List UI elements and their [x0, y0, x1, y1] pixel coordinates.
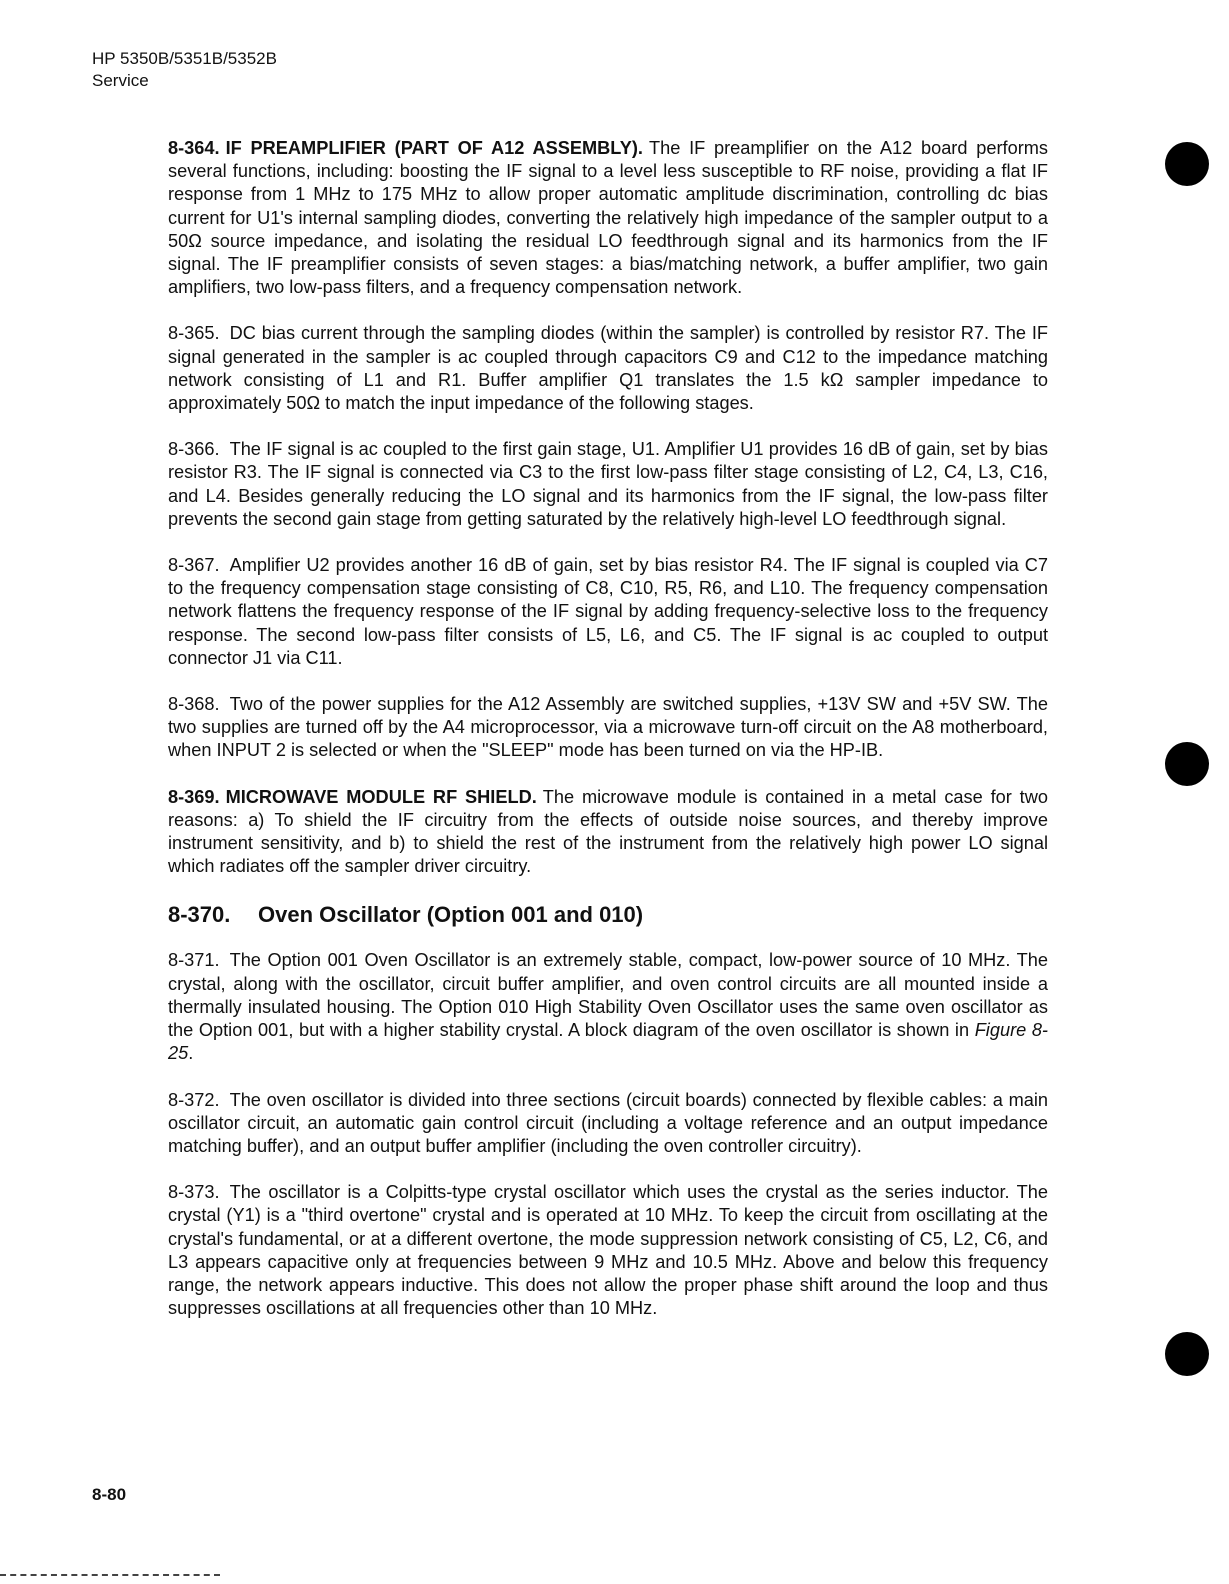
paragraph-text: Amplifier U2 provides another 16 dB of gain, set by bias resistor R4. The IF signal is coupled via C7 to the frequency compensation stage consisting of C8, C10, R5, R6, and L10. The frequency compensation network flattens the frequency response of the IF signal by adding frequency-selective loss to the frequency response. The second low-pass filter consists of L5, L6, and C5. The IF signal is ac coupled to output connector J1 via C11.	[168, 555, 1048, 668]
paragraph-text: The Option 001 Oven Oscillator is an extremely stable, compact, low-power source of 10 MHz. The crystal, along with the oscillator, circuit buffer amplifier, and oven control circuits are all mounted inside a thermally insulated housing. The Option 010 High Stability Oven Oscillator uses the same oven oscillator as the Option 001, but with a higher stability crystal. A block diagram of the oven oscillator is shown in	[168, 950, 1048, 1041]
paragraph-8-364	[168, 137, 1048, 299]
paragraph-number: 8-364.	[168, 138, 220, 158]
paragraph-text: The oven oscillator is divided into three sections (circuit boards) connected by flexible cables: a main oscillator circuit, an automatic gain control circuit (including a voltage reference and an output impedance matching buffer), and an output buffer amplifier (including the oven controller circuitry).	[168, 1089, 1048, 1156]
paragraph-8-373	[168, 1181, 1048, 1320]
model-title: HP 5350B/5351B/5352B	[92, 49, 277, 68]
paragraph-8-365	[168, 322, 1048, 415]
figure-reference-link[interactable]: Figure 8-25	[168, 1020, 1048, 1064]
page-header	[92, 48, 277, 92]
scan-edge-divider	[0, 1574, 220, 1578]
paragraph-8-372	[168, 1089, 1048, 1159]
section-label: Service	[92, 71, 149, 90]
paragraph-number: 8-368.	[168, 694, 220, 715]
paragraph-text: Two of the power supplies for the A12 Assembly are switched supplies, +13V SW and +5V SW. The two supplies are turned off by the A4 microprocessor, via a microwave turn-off circuit on the A8 motherboard, when INPUT 2 is selected or when the "SLEEP" mode has been turned on via the HP-IB.	[168, 694, 1048, 761]
paragraph-text: The microwave module is contained in a metal case for two reasons: a) To shield the IF circuitry from the effects of outside noise sources, and thereby improve instrument sensitivity, and b) to shield the rest of the instrument from the relatively high power LO signal which radiates off the sampler driver circuitry.	[168, 786, 1048, 877]
binder-hole-icon	[1165, 742, 1209, 786]
paragraph-number: 8-367.	[168, 555, 220, 576]
paragraph-number: 8-371.	[168, 950, 220, 971]
section-title: Oven Oscillator (Option 001 and 010)	[258, 902, 644, 928]
paragraph-lead: IF PREAMPLIFIER (PART OF A12 ASSEMBLY).	[225, 138, 643, 158]
paragraph-text: The IF preamplifier on the A12 board performs several functions, including: boosting the IF signal to a level less susceptible to RF noise, providing a flat IF response from 1 MHz to 175 MHz to allow proper automatic amplitude discrimination, controlling dc bias current for U1's internal sampling diodes, converting the relatively high impedance of the sampler output to a 50Ω source impedance, and isolating the residual LO feedthrough signal and its harmonics from the IF signal. The IF preamplifier consists of seven stages: a bias/matching network, a buffer amplifier, two gain amplifiers, two low-pass filters, and a frequency compensation network.	[168, 138, 1049, 298]
page-body	[168, 137, 1048, 1343]
paragraph-8-369	[168, 786, 1048, 879]
paragraph-text: The oscillator is a Colpitts-type crystal oscillator which uses the crystal as the series inductor. The crystal (Y1) is a "third overtone" crystal and is operated at 10 MHz. To keep the circuit from oscillating at the crystal's fundamental, or at a different overtone, the mode suppression network consisting of C5, L2, C6, and L3 appears capacitive only at frequencies between 9 MHz and 10.5 MHz. Above and below this frequency range, the network appears inductive. This does not allow the proper phase shift around the loop and thus suppresses oscillations at all frequencies other than 10 MHz.	[168, 1182, 1048, 1319]
paragraph-number: 8-372.	[168, 1089, 220, 1110]
paragraph-8-368	[168, 693, 1048, 763]
paragraph-text: The IF signal is ac coupled to the first gain stage, U1. Amplifier U1 provides 16 dB of gain, set by bias resistor R3. The IF signal is connected via C3 to the first low-pass filter stage consisting of L2, C4, L3, C16, and L4. Besides generally reducing the LO signal and its harmonics from the IF signal, the low-pass filter prevents the second gain stage from getting saturated by the relatively high-level LO feedthrough signal.	[168, 439, 1048, 529]
paragraph-8-367	[168, 554, 1048, 670]
binder-hole-icon	[1165, 142, 1209, 186]
paragraph-number: 8-366.	[168, 439, 220, 460]
paragraph-8-366	[168, 438, 1048, 531]
paragraph-number: 8-365.	[168, 323, 220, 344]
paragraph-number: 8-373.	[168, 1182, 220, 1203]
binder-hole-icon	[1165, 1332, 1209, 1376]
section-heading	[168, 901, 1048, 929]
paragraph-text: DC bias current through the sampling diodes (within the sampler) is controlled by resistor R7. The IF signal generated in the sampler is ac coupled through capacitors C9 and C12 to the impedance matching network consisting of L1 and R1. Buffer amplifier Q1 translates the 1.5 kΩ sampler impedance to approximately 50Ω to match the input impedance of the following stages.	[168, 323, 1048, 414]
paragraph-text-end: .	[188, 1043, 194, 1064]
paragraph-8-371	[168, 949, 1048, 1065]
paragraph-number: 8-369.	[168, 786, 220, 807]
paragraph-lead: MICROWAVE MODULE RF SHIELD.	[225, 786, 537, 807]
page-number: 8-80	[92, 1485, 127, 1504]
section-number: 8-370.	[168, 902, 231, 928]
